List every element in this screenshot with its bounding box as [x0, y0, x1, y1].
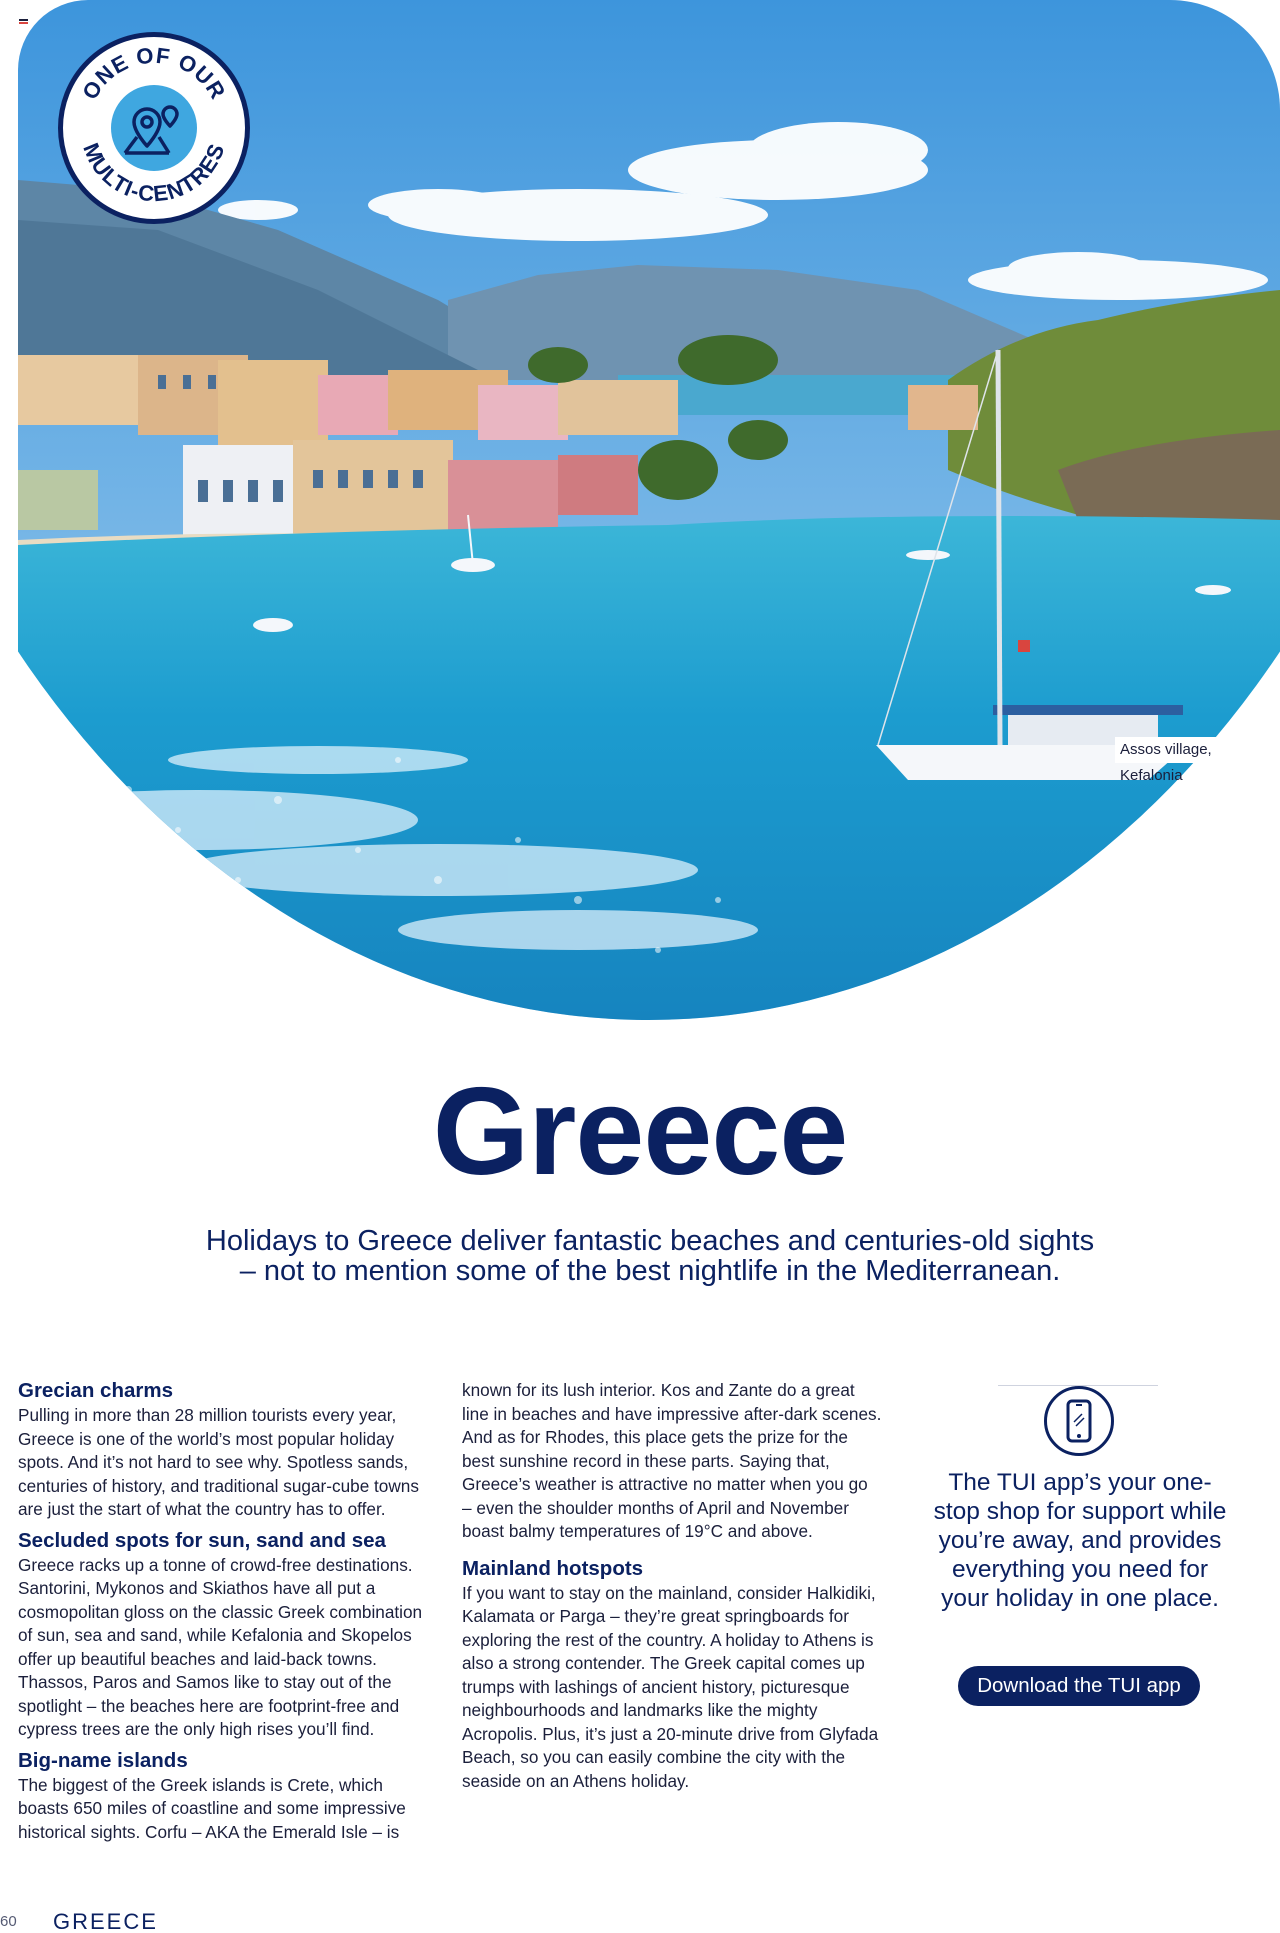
section-body-big-name-islands-continued: known for its lush interior. Kos and Zante do a great line in beaches and have impressive after-dark scenes. And as for Rhodes, this place gets the prize for the best sunshine record in these parts. Saying that, Greece’s weather is attractive no matter when you go – even the shoulder months of April and November boast balmy temperatures of 19°C and above.: [462, 1380, 882, 1541]
smartphone-icon: [1044, 1386, 1114, 1456]
section-heading-big-name-islands: Big-name islands: [18, 1748, 188, 1772]
multi-centres-badge: [58, 32, 250, 224]
intro-line-2: – not to mention some of the best nightlife in the Mediterranean.: [239, 1255, 1061, 1287]
page-number: 60: [0, 1913, 17, 1930]
badge-inner-circle: [111, 85, 197, 171]
badge-graphic: [63, 37, 245, 219]
badge-bottom-text: MULTI-CENTRES: [78, 139, 230, 207]
article-column-1: [18, 1378, 438, 1850]
section-body-big-name-islands: The biggest of the Greek islands is Crete, which boasts 650 miles of coastline and some impressive historical sights. Corfu – AKA the Emerald Isle – is: [18, 1774, 406, 1842]
section-heading-grecian-charms: Grecian charms: [18, 1379, 173, 1402]
app-promo-text: The TUI app’s your one-stop shop for support while you’re away, and provides everything you need for your holiday in one place.: [933, 1469, 1227, 1612]
intro-line-1: Holidays to Greece deliver fantastic beaches and centuries-old sights: [205, 1225, 1095, 1257]
section-body-mainland-hotspots: If you want to stay on the mainland, consider Halkidiki, Kalamata or Parga – they’re great springboards for exploring the rest of the country. A holiday to Athens is also a strong contender. The Greek capital comes up trumps with lashings of ancient history, picturesque neighbourhoods and landmarks like the mighty Acropolis. Plus, it’s just a 20-minute drive from Glyfada Beach, so you can easily combine the city with the seaside on an Athens holiday.: [462, 1582, 879, 1791]
footer-section-title: GREECE: [53, 1909, 158, 1933]
flag-icon: [19, 19, 28, 26]
section-heading-secluded-spots: Secluded spots for sun, sand and sea: [18, 1528, 386, 1552]
intro-text: [120, 1226, 1180, 1286]
article-column-2: [462, 1379, 882, 1799]
badge-top-text: ONE OF OUR: [77, 42, 231, 104]
photo-caption: Assos village, Kefalonia: [1115, 737, 1280, 763]
section-body-secluded-spots: Greece racks up a tonne of crowd-free destinations. Santorini, Mykonos and Skiathos have all put a cosmopolitan gloss on the classic Greek combination of sun, sea and sand, while Kefalonia and Skopelos offer up beautiful beaches and laid-back towns. Thassos, Paros and Samos like to stay out of the spotlight – the beaches here are footprint-free and cypress trees are the only high rises you’ll find.: [18, 1554, 423, 1739]
section-body-grecian-charms: Pulling in more than 28 million tourists every year, Greece is one of the world’s most popular holiday spots. And it’s not hard to see why. Spotless sands, centuries of history, and traditional sugar-cube towns are just the start of what the country has to offer.: [18, 1405, 419, 1519]
section-heading-mainland-hotspots: Mainland hotspots: [462, 1556, 644, 1580]
page-title: Greece: [432, 1063, 848, 1201]
smartphone-icon-graphic: [1047, 1389, 1111, 1453]
download-app-button[interactable]: Download the TUI app: [958, 1666, 1200, 1706]
